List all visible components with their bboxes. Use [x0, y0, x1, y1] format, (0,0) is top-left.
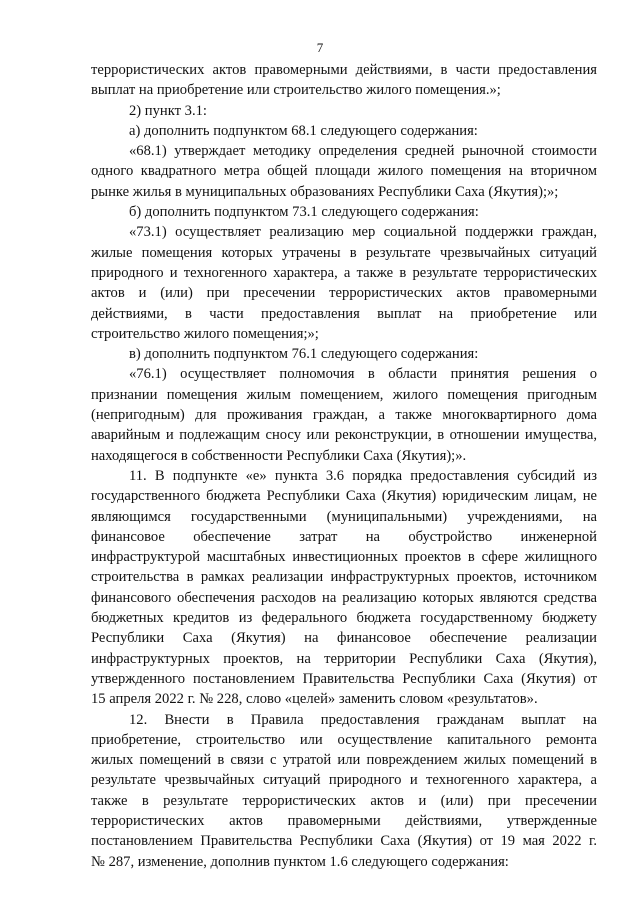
text-line: результате чрезвычайных ситуаций природного и техногенного характера, а: [91, 772, 597, 789]
text-line: одного квадратного метра общей площади жилого помещения на вторичном: [91, 163, 597, 180]
text-line: 12. Внести в Правила предоставления гражданам выплат на: [129, 711, 597, 728]
text-line: жилые помещения которых утрачены в результате чрезвычайных ситуаций: [91, 244, 597, 261]
text-line: финансовое обеспечение затрат на обустройство инженерной: [91, 528, 597, 545]
text-line: инфраструктурных проектов, на территории Республики Саха (Якутия),: [91, 650, 597, 667]
text-line: приобретение, строительство или осуществление капитального ремонта: [91, 731, 597, 748]
text-line: утвержденного постановлением Правительства Республики Саха (Якутия) от: [91, 670, 597, 687]
text-line: постановлением Правительства Республики Саха (Якутия) от 19 мая 2022 г.: [91, 833, 597, 850]
text-line: бюджетных кредитов из федерального бюджета государственному бюджету: [91, 610, 597, 627]
text-line: актов и (или) при пресечении террористических актов правомерными: [91, 285, 597, 302]
text-line: 2) пункт 3.1:: [129, 102, 207, 119]
text-line: террористических актов правомерными действиями, в части предоставления: [91, 62, 597, 78]
text-line: рынке жилья в муниципальных образованиях Республики Саха (Якутия);»;: [91, 183, 559, 200]
text-line: в) дополнить подпунктом 76.1 следующего содержания:: [129, 346, 479, 363]
document-body: [91, 60, 597, 872]
page-number: 7: [316, 40, 324, 55]
text-line: выплат на приобретение или строительство жилого помещения.»;: [91, 82, 501, 99]
text-line: б) дополнить подпунктом 73.1 следующего содержания:: [129, 204, 479, 221]
text-line: также в результате террористических актов и (или) при пресечении: [91, 792, 597, 809]
text-line: аварийным и подлежащим сносу или реконструкции, в отношении имущества,: [91, 427, 597, 444]
text-line: 11. В подпункте «е» пункта 3.6 порядка предоставления субсидий из: [129, 467, 597, 484]
text-line: строительство жилого помещения;»;: [91, 325, 319, 342]
text-line: находящегося в собственности Республики Саха (Якутия);».: [91, 447, 467, 464]
text-line: 15 апреля 2022 г. № 228, слово «целей» заменить словом «результатов».: [91, 691, 538, 708]
text-line: а) дополнить подпунктом 68.1 следующего содержания:: [129, 122, 478, 139]
text-line: «73.1) осуществляет реализацию мер социальной поддержки граждан,: [129, 224, 597, 241]
text-line: государственного бюджета Республики Саха (Якутия) юридическим лицам, не: [91, 488, 597, 505]
text-line: инфраструктурой масштабных инвестиционных проектов в сфере жилищного: [91, 549, 597, 566]
text-line: террористических актов правомерными действиями, утвержденные: [91, 812, 597, 829]
text-line: жилых помещений в связи с утратой или повреждением жилых помещений в: [91, 752, 597, 769]
text-line: действиями, в части предоставления выплат на приобретение или: [91, 305, 597, 322]
text-line: «68.1) утверждает методику определения средней рыночной стоимости: [129, 143, 597, 160]
text-line: «76.1) осуществляет полномочия в области принятия решения о: [129, 366, 597, 383]
text-line: финансового обеспечения расходов на реализацию которых являются средства: [91, 589, 597, 606]
text-line: № 287, изменение, дополнив пунктом 1.6 следующего содержания:: [91, 853, 509, 870]
text-line: Республики Саха (Якутия) на финансовое обеспечение реализации: [91, 630, 597, 647]
text-line: являющимся государственными (муниципальными) учреждениями, на: [91, 508, 597, 525]
text-line: признании помещения жилым помещением, жилого помещения пригодным: [91, 386, 597, 403]
text-line: (непригодным) для проживания граждан, а также многоквартирного дома: [91, 407, 597, 424]
text-line: строительства в рамках реализации инфраструктурных проектов, источником: [91, 569, 597, 586]
text-line: природного и техногенного характера, а также в результате террористических: [91, 264, 597, 281]
